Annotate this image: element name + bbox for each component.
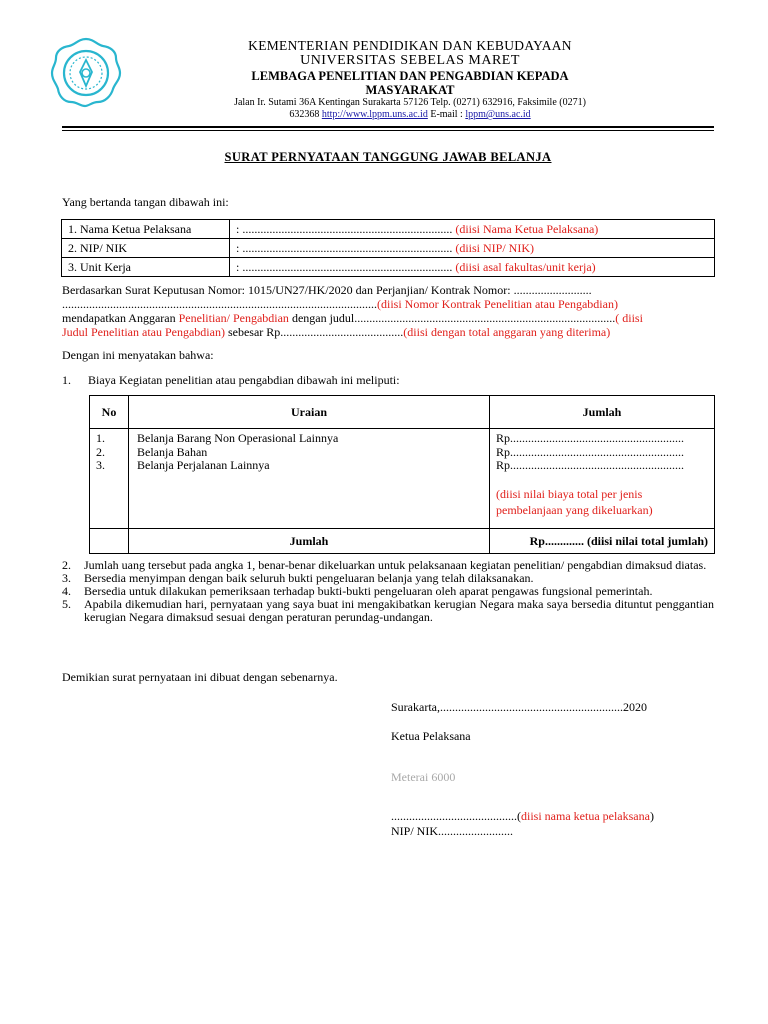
institute-name-line1: LEMBAGA PENELITIAN DAN PENGABDIAN KEPADA xyxy=(251,69,569,83)
amount-hint: (diisi dengan total anggaran yang diterima) xyxy=(403,325,611,339)
total-label: Jumlah xyxy=(129,529,490,554)
row-number: 3. xyxy=(96,458,105,472)
identity-table xyxy=(61,219,715,277)
contract-hint: (diisi Nomor Kontrak Penelitian atau Pengabdian) xyxy=(377,297,618,311)
row-number: 2. xyxy=(96,444,105,459)
statement-list xyxy=(62,559,714,624)
name-hint: diisi nama ketua pelaksana xyxy=(521,809,650,823)
uraian-cell xyxy=(129,429,490,529)
identity-hint: (diisi NIP/ NIK) xyxy=(455,240,535,255)
document-title: SURAT PERNYATAAN TANGGUNG JAWAB BELANJA xyxy=(224,150,552,164)
total-value: Rp............. (diisi nilai total jumlah) xyxy=(490,529,715,554)
email-label: E-mail : xyxy=(430,109,463,120)
address-line: Jalan Ir. Sutami 36A Kentingan Surakarta 57126 Telp. (0271) 632916, Faksimile (0271) xyxy=(234,97,586,108)
jumlah-hint-line: pembelanjaan yang dikeluarkan) xyxy=(496,502,653,517)
total-no-cell xyxy=(90,529,129,554)
title-hint: Judul Penelitian atau Pengabdian) xyxy=(62,325,225,339)
contact-line xyxy=(150,109,670,120)
table-header-row xyxy=(90,396,715,429)
website-link[interactable]: http://www.lppm.uns.ac.id xyxy=(321,109,428,120)
basis-line-4 xyxy=(62,325,714,339)
basis-paragraph xyxy=(62,283,714,339)
institute-name-line2: MASYARAKAT xyxy=(365,83,455,97)
row-uraian: Belanja Barang Non Operasional Lainnya xyxy=(137,431,339,445)
basis-line-3 xyxy=(62,311,714,325)
title-dots: dengan judul....................................................................................... xyxy=(288,311,616,325)
stamp-placeholder: Meterai 6000 xyxy=(391,770,456,784)
row-jumlah: Rp.......................................................... xyxy=(496,431,685,445)
item-number: 4. xyxy=(62,584,71,598)
no-cell xyxy=(90,429,129,529)
identity-value-cell xyxy=(230,258,715,277)
closing-text: Demikian surat pernyataan ini dibuat dengan sebenarnya. xyxy=(62,670,338,684)
identity-value-cell xyxy=(230,220,715,239)
fax-number-suffix: 632368 xyxy=(289,109,320,120)
table-row xyxy=(62,258,715,277)
identity-label: 3. Unit Kerja xyxy=(62,258,230,277)
table-row xyxy=(62,220,715,239)
item-text: Bersedia untuk dilakukan pemeriksaan terhadap bukti-bukti pengeluaran oleh aparat pengawas fungsional pemerintah. xyxy=(84,584,653,598)
item-number: 1. xyxy=(62,373,71,387)
identity-value: : ...................................................................... xyxy=(236,221,453,236)
contract-dots: ......................................................................................................... xyxy=(62,297,377,311)
table-total-row xyxy=(90,529,715,554)
identity-value-cell xyxy=(230,239,715,258)
name-paren-open: ( xyxy=(517,809,521,823)
budget-text: mendapatkan Anggaran xyxy=(62,311,179,325)
identity-value: : ...................................................................... xyxy=(236,240,453,255)
identity-label: 1. Nama Ketua Pelaksana xyxy=(62,220,230,239)
uns-logo-icon xyxy=(50,36,122,108)
signer-name-line xyxy=(391,809,721,824)
row-jumlah: Rp.......................................................... xyxy=(496,444,685,459)
email-link[interactable]: lppm@uns.ac.id xyxy=(465,109,531,120)
identity-label: 2. NIP/ NIK xyxy=(62,239,230,258)
item-text: Apabila dikemudian hari, pernyataan yang saya buat ini mengakibatkan kerugian Negara maka saya bersedia dituntut penggantian kerugian Negara dimaksud sesuai dengan peraturan perundag-undangan. xyxy=(84,597,714,624)
row-uraian: Belanja Bahan xyxy=(137,444,208,459)
ministry-name: KEMENTERIAN PENDIDIKAN DAN KEBUDAYAAN xyxy=(248,38,572,53)
table-row xyxy=(90,429,715,529)
name-dots: .......................................... xyxy=(391,809,517,823)
row-number: 1. xyxy=(96,431,105,445)
column-header-no: No xyxy=(90,396,129,429)
name-paren-close: ) xyxy=(649,809,654,823)
column-header-jumlah: Jumlah xyxy=(490,396,715,429)
item-number: 5. xyxy=(62,597,71,611)
identity-hint: (diisi Nama Ketua Pelaksana) xyxy=(455,221,599,236)
signer-nip: NIP/ NIK......................... xyxy=(391,824,513,838)
column-header-uraian: Uraian xyxy=(129,396,490,429)
statement-intro: Dengan ini menyatakan bahwa: xyxy=(62,348,214,362)
basis-line-1: Berdasarkan Surat Keputusan Nomor: 1015/UN27/HK/2020 dan Perjanjian/ Kontrak Nomor: .......................... xyxy=(62,283,592,297)
list-item xyxy=(62,373,714,388)
list-item xyxy=(62,598,714,624)
place-date: Surakarta,.............................................................2020 xyxy=(391,700,647,714)
row-uraian: Belanja Perjalanan Lainnya xyxy=(137,458,270,472)
header-divider-thick xyxy=(62,126,714,128)
item-text: Bersedia menyimpan dengan baik seluruh bukti pengeluaran belanja yang telah dilaksanakan. xyxy=(84,571,534,585)
budget-hint: Penelitian/ Pengabdian xyxy=(178,311,289,325)
table-row xyxy=(62,239,715,258)
cost-table xyxy=(89,395,715,554)
amount-dots: sebesar Rp......................................... xyxy=(224,325,404,339)
signature-block xyxy=(391,700,721,839)
jumlah-hint xyxy=(496,486,714,518)
signer-role: Ketua Pelaksana xyxy=(391,729,471,743)
university-name: UNIVERSITAS SEBELAS MARET xyxy=(300,53,520,68)
basis-line-2 xyxy=(62,297,714,311)
title-hint-open: ( diisi xyxy=(615,311,643,325)
jumlah-cell xyxy=(490,429,715,529)
item-number: 2. xyxy=(62,558,71,572)
identity-value: : ...................................................................... xyxy=(236,259,453,274)
jumlah-hint-line: (diisi nilai biaya total per jenis xyxy=(496,486,643,501)
intro-text: Yang bertanda tangan dibawah ini: xyxy=(62,195,229,209)
item-number: 3. xyxy=(62,571,71,585)
item-text: Jumlah uang tersebut pada angka 1, benar-benar dikeluarkan untuk pelaksanaan kegiatan penelitian/ pengabdian dimaksud diatas. xyxy=(84,558,707,572)
item-text: Biaya Kegiatan penelitian atau pengabdian dibawah ini meliputi: xyxy=(88,373,400,387)
row-jumlah: Rp.......................................................... xyxy=(496,458,685,472)
header-divider-thin xyxy=(62,130,714,131)
identity-hint: (diisi asal fakultas/unit kerja) xyxy=(455,259,596,274)
